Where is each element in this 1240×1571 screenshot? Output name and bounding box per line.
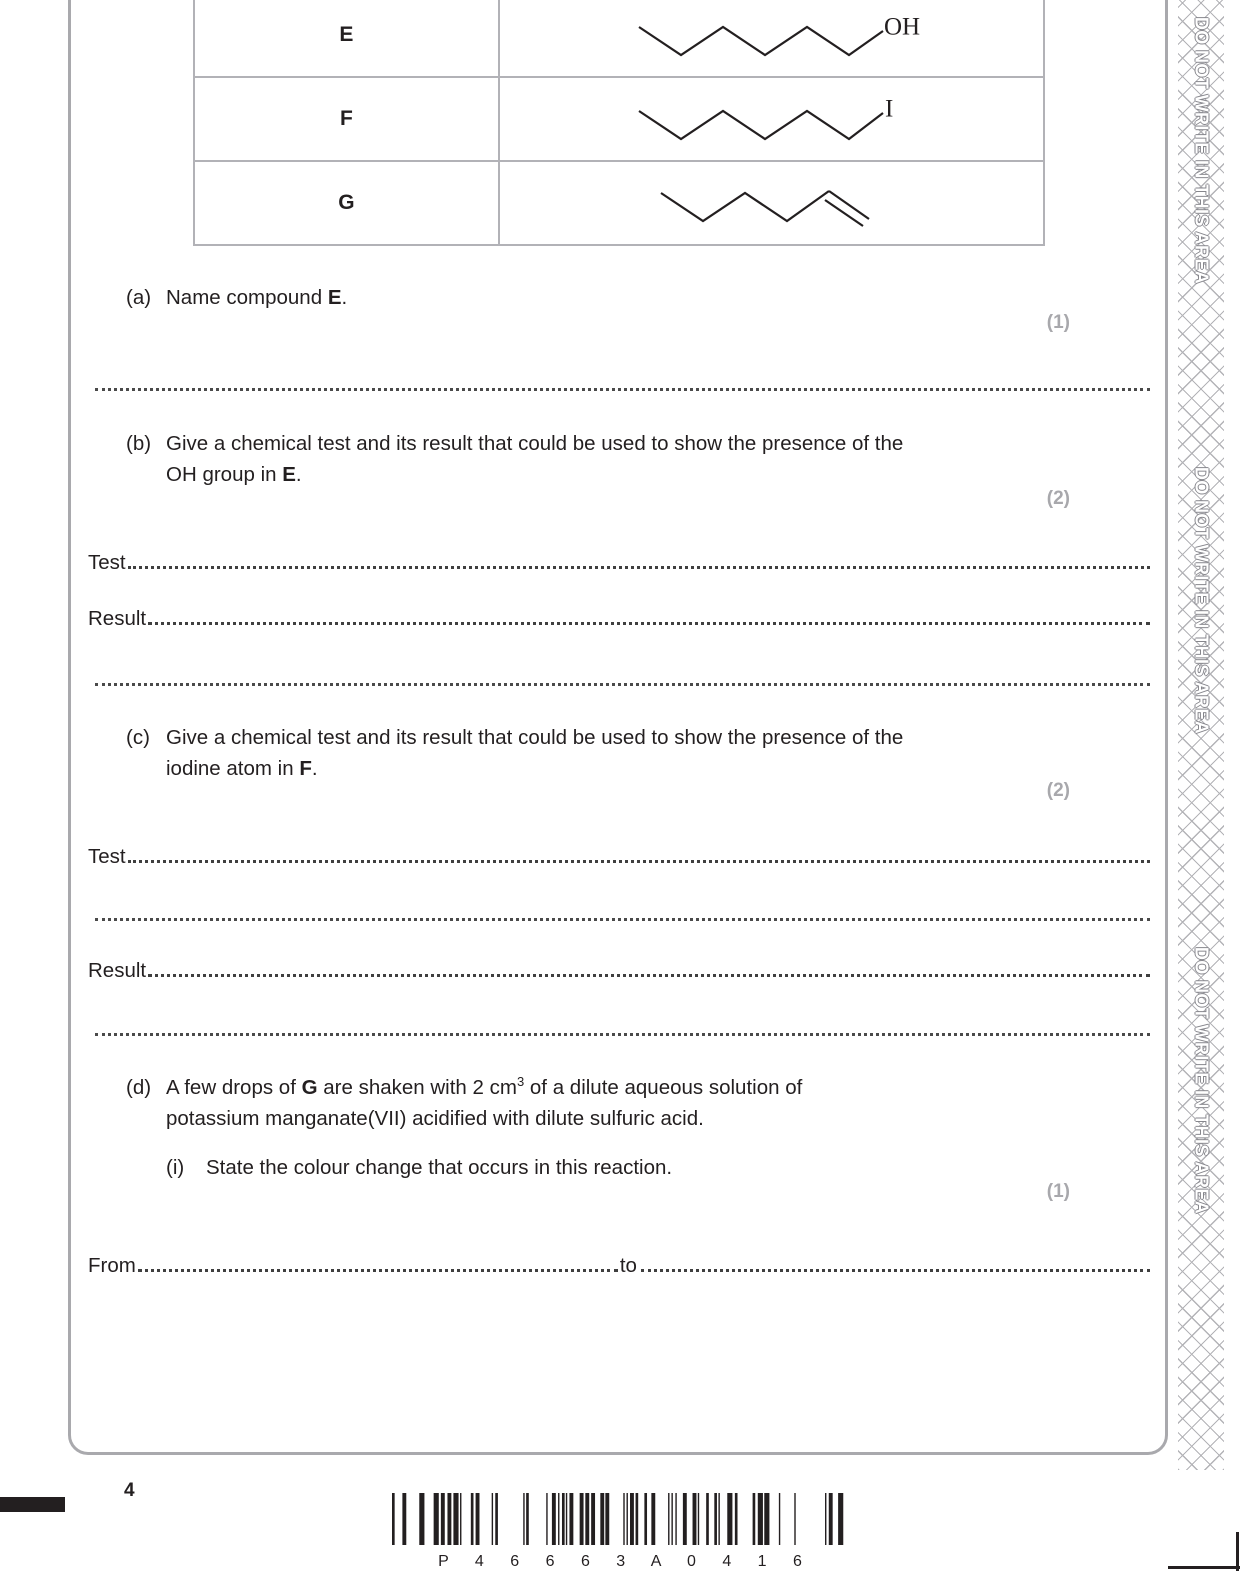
compound-structures-table [193, 0, 1045, 246]
answer-field-d-colour-change[interactable] [88, 1250, 1150, 1278]
page-number: 4 [124, 1480, 135, 1501]
result-label-b: Result [88, 607, 147, 630]
question-d-compound-ref: G [301, 1076, 318, 1099]
compound-label-e: E [194, 0, 499, 77]
question-a-text [166, 282, 347, 313]
question-d-line1-c: of a dilute aqueous solution of [524, 1076, 803, 1099]
table-row [194, 0, 1044, 77]
question-d-i-label: (i) [166, 1156, 185, 1179]
question-d-superscript: 3 [516, 1074, 525, 1090]
hexan-1-ol-skeletal-icon [621, 5, 921, 65]
margin-notice-text-2: DO NOT WRITE IN THIS AREA [1191, 466, 1212, 735]
question-d-i-marks: (1) [1046, 1181, 1070, 1202]
question-a-stem: Name compound [166, 286, 328, 309]
question-b-text [166, 428, 903, 490]
compound-label-f: F [194, 77, 499, 161]
answer-field-b-result[interactable] [88, 603, 1150, 631]
question-b [126, 428, 1066, 490]
svg-text:OH: OH [884, 13, 921, 41]
answer-line-c-result[interactable] [148, 955, 1150, 977]
question-c [126, 722, 1066, 784]
margin-notice-text-1: DO NOT WRITE IN THIS AREA [1191, 16, 1212, 285]
answer-field-c-result[interactable] [88, 955, 1150, 983]
barcode-icon [392, 1493, 848, 1545]
to-label: to [619, 1254, 637, 1277]
answer-line-b-result[interactable] [148, 603, 1150, 625]
answer-line-b-test[interactable] [128, 547, 1150, 569]
question-d-line1-b: are shaken with 2 cm [317, 1076, 517, 1099]
question-b-marks: (2) [1046, 488, 1070, 509]
hex-1-ene-skeletal-icon [621, 173, 921, 233]
question-d-text [166, 1072, 802, 1134]
test-label-b: Test [88, 551, 126, 574]
test-label-c: Test [88, 845, 126, 868]
question-c-line2: iodine atom in [166, 757, 300, 780]
answer-line-c-test-2[interactable] [95, 915, 1150, 921]
question-a-marks: (1) [1046, 312, 1070, 333]
question-b-line1: Give a chemical test and its result that could be used to show the presence of the [166, 432, 904, 455]
question-c-label: (c) [126, 726, 150, 749]
question-d-i [166, 1152, 1066, 1183]
question-d-line2: potassium manganate(VII) acidified with dilute sulfuric acid. [166, 1107, 704, 1130]
answer-line-c-test[interactable] [128, 841, 1150, 863]
answer-field-b-test[interactable] [88, 547, 1150, 575]
question-a-period: . [341, 286, 348, 309]
result-label-c: Result [88, 959, 147, 982]
compound-label-g: G [194, 161, 499, 245]
question-b-label: (b) [126, 432, 152, 455]
margin-notice-text-3: DO NOT WRITE IN THIS AREA [1191, 946, 1212, 1215]
question-b-period: . [295, 463, 302, 486]
question-b-line2: OH group in [166, 463, 283, 486]
question-a-compound-ref: E [327, 286, 342, 309]
answer-field-c-test[interactable] [88, 841, 1150, 869]
question-a [126, 282, 1066, 313]
question-c-marks: (2) [1046, 780, 1070, 801]
question-d-i-text: State the colour change that occurs in this reaction. [206, 1156, 673, 1179]
answer-line-b-extra[interactable] [95, 680, 1150, 686]
answer-line-c-result-2[interactable] [95, 1030, 1150, 1036]
answer-line-to[interactable] [641, 1250, 1150, 1272]
svg-text:I: I [885, 95, 894, 123]
question-d [126, 1072, 1066, 1134]
do-not-write-margin-strip [1178, 0, 1224, 1470]
corner-crop-mark-horizontal [1168, 1566, 1240, 1569]
compound-structure-f [499, 77, 1044, 161]
table-row [194, 77, 1044, 161]
barcode-number: P 4 6 6 6 3 A 0 4 1 6 [438, 1553, 813, 1570]
question-a-label: (a) [126, 286, 152, 309]
question-d-label: (d) [126, 1076, 152, 1099]
barcode-block [392, 1493, 848, 1571]
registration-mark [0, 1497, 65, 1512]
question-c-compound-ref: F [299, 757, 312, 780]
table-row [194, 161, 1044, 245]
answer-line-from[interactable] [138, 1250, 618, 1272]
question-c-line1: Give a chemical test and its result that could be used to show the presence of the [166, 726, 904, 749]
1-iodohexane-skeletal-icon [621, 89, 921, 149]
question-c-text [166, 722, 903, 784]
compound-structure-e [499, 0, 1044, 77]
question-c-period: . [311, 757, 318, 780]
answer-line-a-1[interactable] [95, 385, 1150, 391]
question-d-line1-a: A few drops of [166, 1076, 302, 1099]
question-b-compound-ref: E [282, 463, 296, 486]
from-label: From [88, 1254, 136, 1277]
compound-structure-g [499, 161, 1044, 245]
